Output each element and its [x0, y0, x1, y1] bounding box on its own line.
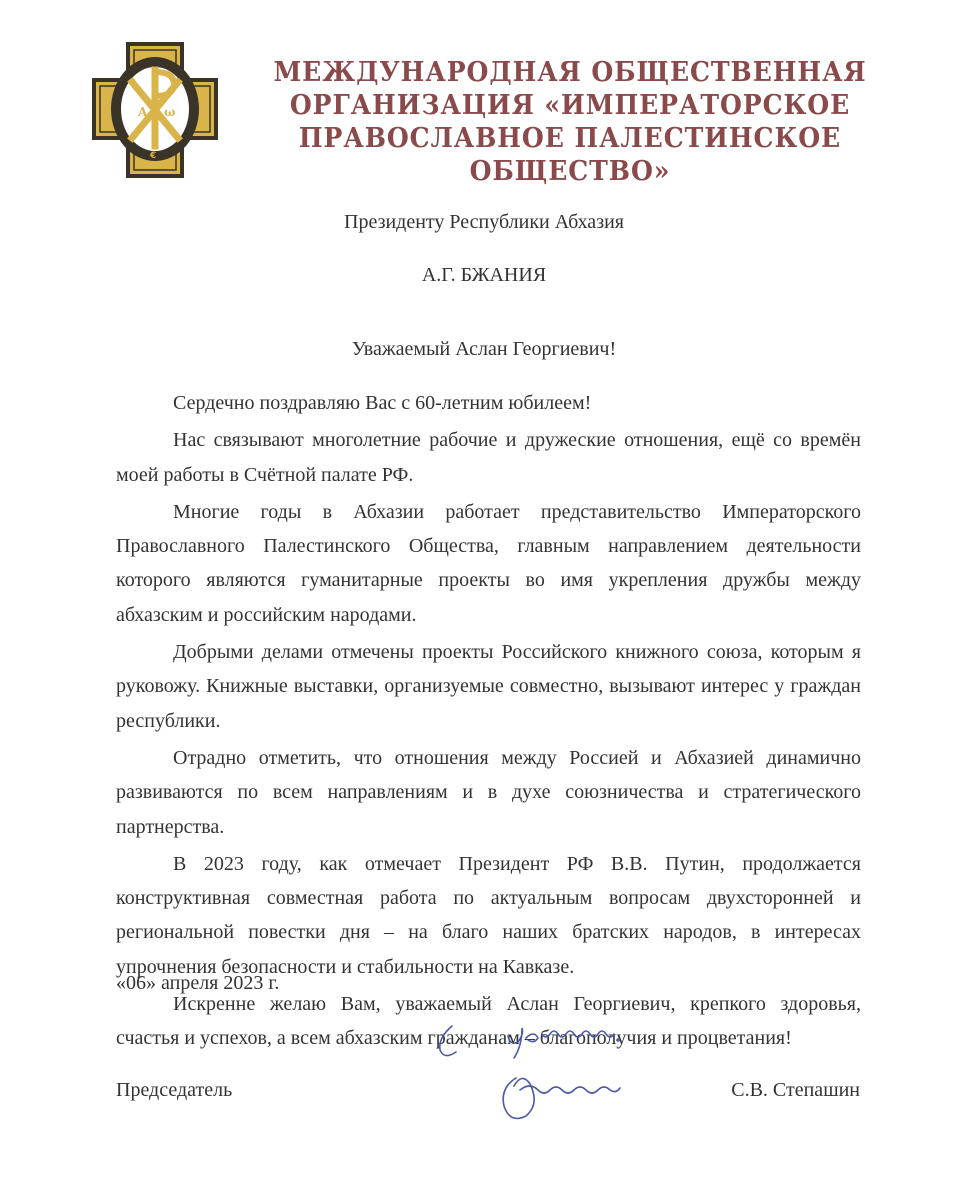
letter-body: [116, 386, 861, 1059]
org-title-line: МЕЖДУНАРОДНАЯ ОБЩЕСТВЕННАЯ: [273, 57, 867, 88]
body-paragraph: В 2023 году, как отмечает Президент РФ В.В. Путин, продолжается конструктивная совместная работа по актуальным вопросам двухсторонней и региональной повестки дня – на благо наших братских народов, в интересах упрочнения безопасности и стабильности на Кавказе.: [116, 852, 861, 978]
svg-text:€: €: [150, 151, 157, 161]
signer-name: С.В. Степашин: [731, 1079, 860, 1101]
body-paragraph: Многие годы в Абхазии работает представительство Императорского Православного Палестинского Общества, главным направлением деятельности которого являются гуманитарные проекты во имя укрепления дружбы между абхазским и российским народами.: [116, 500, 861, 626]
body-paragraph: Искренне желаю Вам, уважаемый Аслан Георгиевич, крепкого здоровья, счастья и успехов, а всем абхазским гражданам – благополучия и процветания!: [116, 993, 861, 1050]
cross-chi-rho-emblem-icon: [92, 42, 218, 178]
organization-title: [263, 56, 877, 188]
body-paragraph: Отрадно отметить, что отношения между Россией и Абхазией динамично развиваются по всем направлениям и в духе союзничества и стратегического партнерства.: [116, 746, 861, 838]
handwritten-signature-icon: [430, 1020, 710, 1130]
body-paragraph: Добрыми делами отмечены проекты Российского книжного союза, которым я руковожу. Книжные выставки, организуемые совместно, вызывают интерес у граждан республики.: [116, 641, 861, 732]
svg-text:ω: ω: [164, 105, 176, 119]
recipient-title: Президенту Республики Абхазия: [344, 211, 624, 233]
body-paragraph: Сердечно поздравляю Вас с 60-летним юбилеем!: [173, 392, 592, 414]
org-title-line: ОРГАНИЗАЦИЯ «ИМПЕРАТОРСКОЕ: [289, 90, 851, 121]
signer-position: Председатель: [116, 1079, 233, 1101]
body-paragraph: Нас связывают многолетние рабочие и дружеские отношения, ещё со времён моей работы в Счётной палате РФ.: [116, 429, 861, 486]
org-title-line: ПРАВОСЛАВНОЕ ПАЛЕСТИНСКОЕ ОБЩЕСТВО»: [298, 123, 842, 187]
salutation: Уважаемый Аслан Георгиевич!: [351, 338, 617, 360]
svg-text:A: A: [138, 105, 148, 119]
letter-date: «06» апреля 2023 г.: [116, 972, 280, 994]
recipient-name: А.Г. БЖАНИЯ: [421, 264, 547, 286]
